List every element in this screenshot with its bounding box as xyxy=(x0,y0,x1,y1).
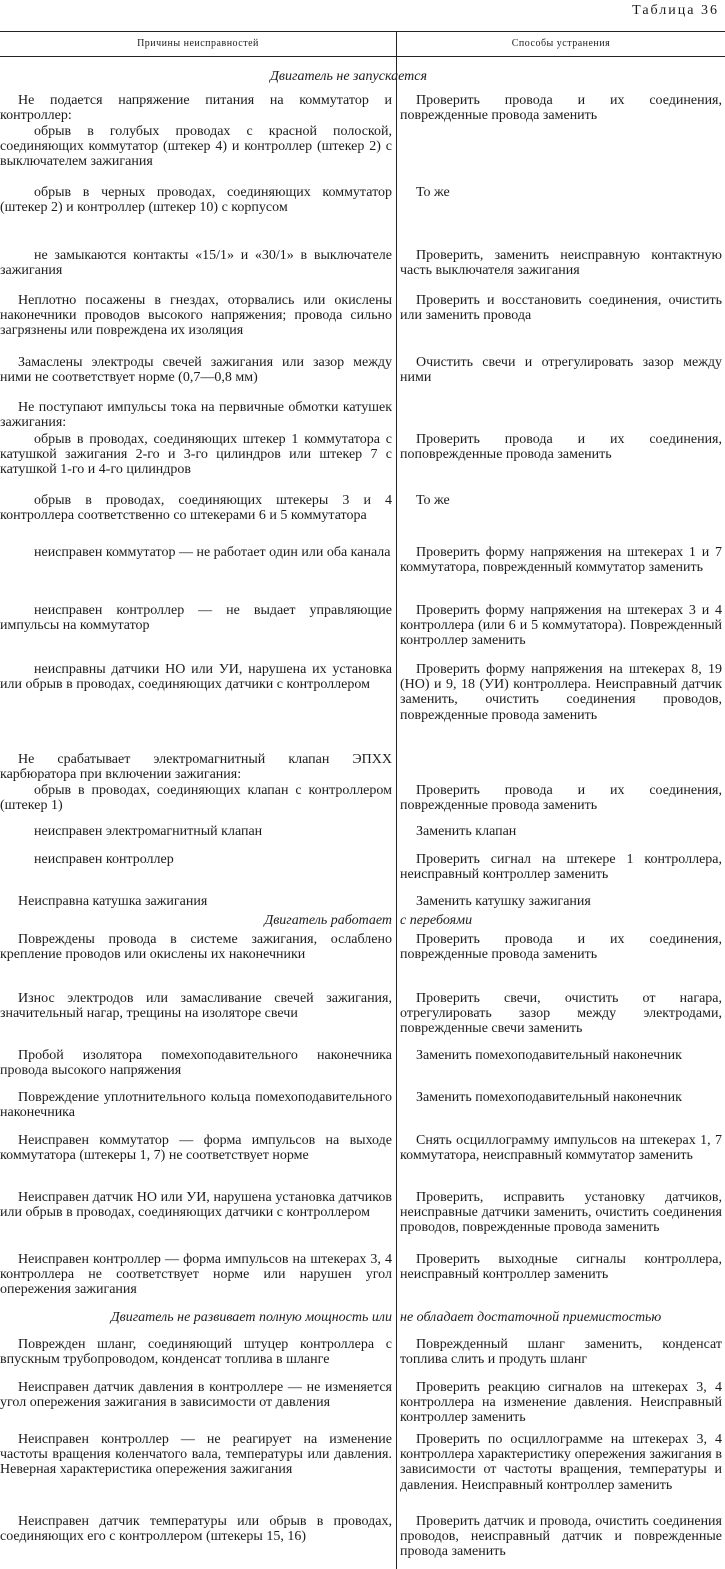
remedy-cell: Проверить провода и их соединения, поврежденные провода заменить xyxy=(400,932,722,963)
remedy-cell: Проверить свечи, очистить от нагара, отрегулировать зазор между электродами, поврежденные свечи заменить xyxy=(400,991,722,1037)
cause-cell: Неисправен датчик НО или УИ, нарушена установка датчиков или обрыв в проводах, соединяющих датчики с контроллером xyxy=(0,1190,392,1221)
header-top-rule xyxy=(0,31,725,32)
cause-cell: Неисправен контроллер — форма импульсов на штекерах 3, 4 контроллера не соответствует норме или нарушен угол опережения зажигания xyxy=(0,1252,392,1298)
section-title-right: с перебоями xyxy=(400,913,473,928)
remedy-cell: Проверить выходные сигналы контроллера, неисправный контроллер заменить xyxy=(400,1252,722,1283)
section-title-right: не обладает достаточной приемистостью xyxy=(400,1310,662,1325)
remedy-cell: Проверить и восстановить соединения, очистить или заменить провода xyxy=(400,293,722,324)
cause-cell: Износ электродов или замасливание свечей зажигания, значительный нагар, трещины на изоляторе свечи xyxy=(0,991,392,1022)
remedy-cell: Проверить форму напряжения на штекерах 1 и 7 коммутатора, поврежденный коммутатор заменить xyxy=(400,545,722,576)
remedy-cell: Заменить катушку зажигания xyxy=(416,894,591,909)
cause-cell: Неисправен датчик температуры или обрыв в проводах, соединяющих его с контроллером (штекеры 15, 16) xyxy=(0,1514,392,1545)
remedy-cell: То же xyxy=(416,493,450,508)
cause-cell: неисправен контроллер — не выдает управляющие импульсы на коммутатор xyxy=(0,603,392,634)
remedy-cell: Заменить помехоподавительный наконечник xyxy=(416,1090,682,1105)
remedy-cell: Проверить форму напряжения на штекерах 8, 19 (НО) и 9, 18 (УИ) контроллера. Неисправный датчик заменить, очистить соединения проводов, поврежденные провода заменить xyxy=(400,662,722,723)
section-title: Двигатель не запускается xyxy=(270,69,428,84)
cause-cell: Неисправен контроллер — не реагирует на изменение частоты вращения коленчатого вала, температуры или давления. Неверная характеристика опережения зажигания xyxy=(0,1432,392,1478)
remedy-cell: Проверить сигнал на штекере 1 контроллера, неисправный контроллер заменить xyxy=(400,852,722,883)
remedy-cell: Проверить, исправить установку датчиков, неисправные датчики заменить, очистить соединения проводов, поврежденные провода заменить xyxy=(400,1190,722,1236)
cause-cell: не замыкаются контакты «15/1» и «30/1» в выключателе зажигания xyxy=(0,248,392,279)
remedy-cell: Проверить провода и их соединения, поврежденные провода заменить xyxy=(400,783,722,814)
cause-cell: неисправен контроллер xyxy=(34,852,174,867)
cause-cell: Пробой изолятора помехоподавительного наконечника провода высокого напряжения xyxy=(0,1048,392,1079)
cause-cell: Не подается напряжение питания на коммутатор и контроллер: xyxy=(0,93,392,124)
cause-cell: Не срабатывает электромагнитный клапан ЭПХХ карбюратора при включении зажигания: xyxy=(0,752,392,783)
remedy-cell: Очистить свечи и отрегулировать зазор между ними xyxy=(400,355,722,386)
header-bottom-rule xyxy=(0,56,725,57)
remedy-cell: Проверить провода и их соединения, поврежденные провода заменить xyxy=(400,93,722,124)
remedy-cell: Снять осциллограмму импульсов на штекерах 1, 7 коммутатора, неисправный коммутатор заменить xyxy=(400,1133,722,1164)
cause-cell: обрыв в проводах, соединяющих штекер 1 коммутатора с катушкой зажигания 2-го и 3-го цилиндров или штекер 7 с катушкой 1-го и 4-го цилиндров xyxy=(0,432,392,478)
header-causes: Причины неисправностей xyxy=(137,38,259,49)
remedy-cell: То же xyxy=(416,185,450,200)
remedy-cell: Проверить форму напряжения на штекерах 3 и 4 контроллера (или 6 и 5 коммутатора). Поврежденный контроллер заменить xyxy=(400,603,722,649)
remedy-cell: Заменить помехоподавительный наконечник xyxy=(416,1048,682,1063)
cause-cell: Неисправен датчик давления в контроллере — не изменяется угол опережения зажигания в зависимости от давления xyxy=(0,1380,392,1411)
cause-cell: Неисправна катушка зажигания xyxy=(18,894,208,909)
cause-cell: обрыв в голубых проводах с красной полоской, соединяющих коммутатор (штекер 4) и контроллер (штекер 2) с выключателем зажигания xyxy=(0,124,392,170)
header-remedies: Способы устранения xyxy=(511,38,611,49)
table-title: Таблица 36 xyxy=(632,3,719,18)
remedy-cell: Проверить реакцию сигналов на штекерах 3, 4 контроллера на изменение давления. Неисправный контроллер заменить xyxy=(400,1380,722,1426)
cause-cell: неисправен коммутатор — не работает один или оба канала xyxy=(34,545,391,560)
cause-cell: обрыв в черных проводах, соединяющих коммутатор (штекер 2) и контроллер (штекер 10) с корпусом xyxy=(0,185,392,216)
remedy-cell: Проверить провода и их соединения, поповрежденные провода заменить xyxy=(400,432,722,463)
column-divider xyxy=(396,31,397,1569)
cause-cell: Повреждены провода в системе зажигания, ослаблено крепление проводов или окислены их наконечники xyxy=(0,932,392,963)
cause-cell: обрыв в проводах, соединяющих клапан с контроллером (штекер 1) xyxy=(0,783,392,814)
remedy-cell: Проверить, заменить неисправную контактную часть выключателя зажигания xyxy=(400,248,722,279)
cause-cell: обрыв в проводах, соединяющих штекеры 3 и 4 контроллера соответственно со штекерами 6 и 5 коммутатора xyxy=(0,493,392,524)
cause-cell: неисправен электромагнитный клапан xyxy=(34,824,263,839)
cause-cell: Неисправен коммутатор — форма импульсов на выходе коммутатора (штекеры 1, 7) не соответствует норме xyxy=(0,1133,392,1164)
cause-cell: Повреждение уплотнительного кольца помехоподавительного наконечника xyxy=(0,1090,392,1121)
section-title-left: Двигатель работает xyxy=(264,913,392,928)
cause-cell: неисправны датчики НО или УИ, нарушена их установка или обрыв в проводах, соединяющих датчики с контроллером xyxy=(0,662,392,693)
remedy-cell: Заменить клапан xyxy=(416,824,517,839)
remedy-cell: Проверить по осциллограмме на штекерах 3, 4 контроллера характеристику опережения зажигания в зависимости от частоты вращения, температуры и давления. Неисправный контроллер заменить xyxy=(400,1432,722,1493)
cause-cell: Неплотно посажены в гнездах, оторвались или окислены наконечники проводов высокого напряжения; провода сильно загрязнены или повреждена их изоляция xyxy=(0,293,392,339)
remedy-cell: Проверить датчик и провода, очистить соединения проводов, неисправный датчик и поврежденные провода заменить xyxy=(400,1514,722,1560)
remedy-cell: Поврежденный шланг заменить, конденсат топлива слить и продуть шланг xyxy=(400,1337,722,1368)
cause-cell: Замаслены электроды свечей зажигания или зазор между ними не соответствует норме (0,7—0,8 мм) xyxy=(0,355,392,386)
cause-cell: Поврежден шланг, соединяющий штуцер контроллера с впускным трубопроводом, конденсат топлива в шланге xyxy=(0,1337,392,1368)
cause-cell: Не поступают импульсы тока на первичные обмотки катушек зажигания: xyxy=(0,400,392,431)
section-title-left: Двигатель не развивает полную мощность или xyxy=(110,1310,392,1325)
